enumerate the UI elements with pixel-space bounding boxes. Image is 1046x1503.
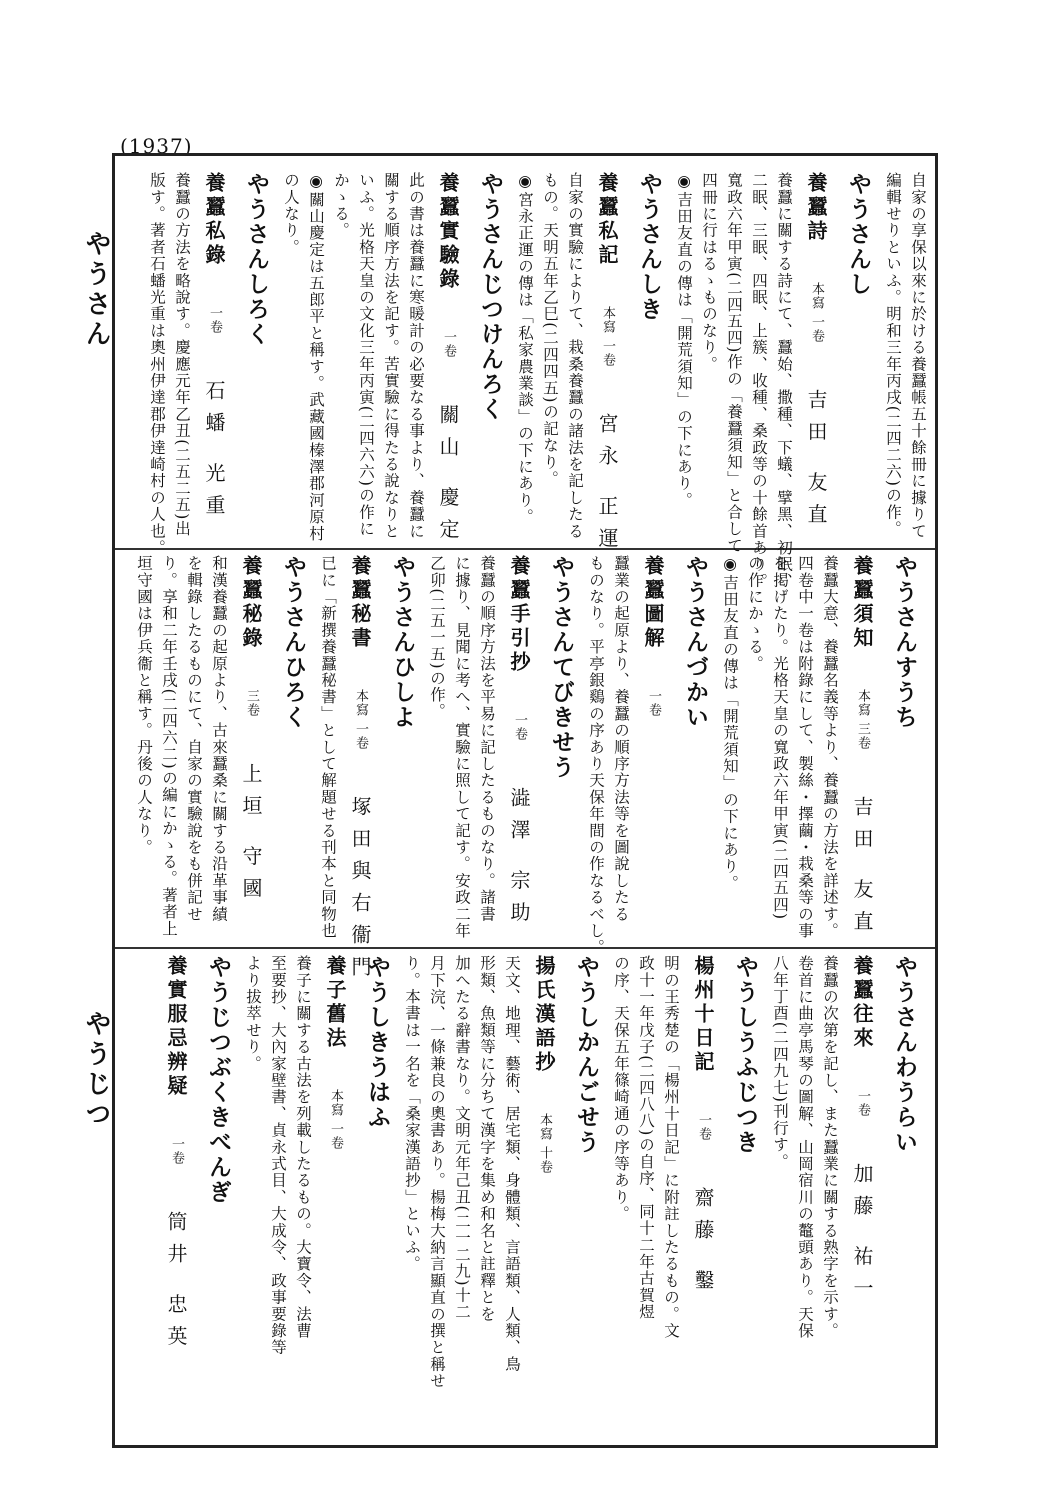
entry-title-row: [194, 172, 234, 526]
entry-title: 養實服忌辨疑: [164, 955, 188, 1099]
entry-line: 養蠶の次第を記し、また蠶業に關する熟字を示す。: [821, 955, 839, 1340]
entry-author: 筒井 忠英: [164, 1211, 188, 1358]
intro-line: 編輯せりといふ。明和三年丙戌(二四二六)の作。: [884, 172, 902, 538]
entry-line: ◉吉田友直の傳は「開荒須知」の下にあり。: [721, 555, 739, 892]
entry-title: 養蠶私記: [595, 172, 619, 268]
entry-title: 楊州十日記: [691, 955, 715, 1075]
entry-line: 和漢養蠶の起原より、古來蠶桑に關する沿革事績: [210, 555, 228, 923]
entry-meta: 一卷: [441, 330, 456, 358]
entry-line: 此の書は養蠶に寒暖計の必要なる事より、養蠶に: [407, 172, 425, 540]
entry-line: り。本書は一名を「桑家漢語抄」といふ。: [403, 955, 421, 1273]
entry-line: り。享和二年壬戌(二四六二)の編にかゝる。著者上: [160, 555, 178, 937]
entry-meta: 一卷: [169, 1137, 184, 1165]
entry-title-row: [524, 955, 564, 1174]
entry-author: 石蟠 光重: [202, 380, 226, 527]
entry-line: の作にかゝる。: [746, 555, 764, 672]
entry-meta: 一卷: [207, 306, 222, 334]
entry-heading: やうさんてびきせう: [548, 555, 575, 780]
entry-title: 養蠶秘書: [348, 555, 372, 651]
entry-title-row: [633, 555, 673, 717]
entry-author: 上垣 守國: [239, 763, 263, 910]
entry-title-row: [315, 955, 355, 1150]
entry-title: 養蠶詩: [804, 172, 828, 244]
entry-meta: 本寫 十卷: [537, 1113, 552, 1175]
block-bottom: [156, 955, 926, 1435]
side-header-youjitsu: やうじつ: [81, 1010, 111, 1130]
entry-title: 養蠶實驗錄: [436, 172, 460, 292]
entry-heading: やうさんしき: [636, 172, 663, 322]
entry-line: ◉宮永正運の傳は「私家農業談」の下にあり。: [516, 172, 534, 526]
entry-meta: 本寫 一卷: [809, 282, 824, 344]
entry-line: の序、天保五年篠崎通の序等あり。: [612, 955, 630, 1223]
entry-meta: 一卷: [855, 1089, 870, 1117]
page-number: (1937): [120, 134, 193, 158]
entry-heading: やうさんひろく: [280, 555, 307, 730]
block-top: [144, 172, 930, 590]
entry-line: を輯錄したるものにて、自家の實驗說をも併記せ: [185, 555, 203, 923]
entry-title-row: [231, 555, 271, 909]
entry-line: 養子に關する古法を列載したるもの。大寶令、法曹: [294, 955, 312, 1340]
entry-line: 四卷中一卷は附錄にして、製絲・擇繭・栽桑等の事: [796, 555, 814, 940]
entry-line: 形類、魚類等に分ちて漢字を集め和名と註釋とを: [478, 955, 496, 1323]
side-header-yousan: やうさん: [81, 230, 111, 350]
entry-title: 養蠶圖解: [641, 555, 665, 651]
entry-heading: やうしかんごせう: [573, 955, 600, 1155]
entry-author: 關山 慶定: [436, 404, 460, 551]
entry-heading: やうじつぶくきべんぎ: [205, 955, 232, 1205]
entry-line: 明の王秀楚の「楊州十日記」に附註したるもの。文: [662, 955, 680, 1340]
entry-meta: 三卷: [244, 689, 259, 717]
entry-line: もの。天明五年乙巳(二四四五)の記なり。: [541, 172, 559, 488]
entry-line: 卷首に曲亭馬琴の圖解、山岡宿川の鼇頭あり。天保: [796, 955, 814, 1340]
entry-line: 已に「新撰養蠶秘書」として解題せる刊本と同物也: [319, 555, 337, 940]
entry-line: 寬政六年甲寅(二四五四)作の「養蠶須知」と合して: [725, 172, 743, 554]
entry-title: 養蠶秘錄: [239, 555, 263, 651]
row-divider-1: [115, 548, 935, 550]
entry-line: 養蠶の方法を略說す。慶應元年乙丑(二五二五)出: [173, 172, 191, 538]
entry-title-row: [340, 555, 380, 988]
entry-title-row: [842, 555, 882, 943]
intro-line: 自家の享保以來に於ける養蠶帳五十餘冊に據りて: [909, 172, 927, 540]
entry-line: 至要抄、大內家壁書、貞永式目、大成令、政事要錄等: [269, 955, 287, 1356]
entry-line: 養蠶に關する詩にて、蠶始、撒種、下蟻、擘黑、初眠、: [775, 172, 793, 590]
entry-line: かゝる。: [332, 172, 350, 239]
entry-title-row: [499, 555, 539, 933]
entry-line: の人なり。: [282, 172, 300, 256]
entry-meta: 一卷: [512, 713, 527, 741]
entry-line: ものなり。平亭銀鷄の序あり天保年間の作なるべし。: [587, 555, 605, 956]
entry-heading: やうしきうはふ: [364, 955, 391, 1130]
entry-heading: やうさんづかい: [682, 555, 709, 730]
entry-line: 養蠶の順序方法を平易に記したるものなり。諸書: [478, 555, 496, 923]
row-divider-2: [115, 947, 935, 949]
entry-line: より拔萃せり。: [244, 955, 262, 1072]
entry-line: 八年丁酉(二四九七)刊行す。: [771, 955, 789, 1170]
entry-title: 揚氏漢語抄: [532, 955, 556, 1075]
entry-title: 養蠶私錄: [202, 172, 226, 268]
entry-line: 乙卯(二五一五)の作。: [428, 555, 446, 720]
entry-line: 蠶業の起原より、養蠶の順序方法等を圖說したる: [612, 555, 630, 923]
entry-line: 自家の實驗によりて、栽桑養蠶の諸法を記したる: [566, 172, 584, 540]
entry-meta: 本寫 三卷: [855, 689, 870, 751]
entry-author: 宮永 正運: [595, 413, 619, 560]
entry-line: 版す。著者石蟠光重は奧州伊達郡伊達崎村の人也。: [148, 172, 166, 557]
entry-title-row: [842, 955, 882, 1309]
entry-line: に據り、見聞に考へ、實驗に照して記す。安政二年: [453, 555, 471, 940]
entry-author: 吉田 友直: [850, 796, 874, 943]
entry-title-row: [683, 955, 723, 1301]
entry-heading: やうさんじつけんろく: [477, 172, 504, 422]
entry-title-row: [428, 172, 468, 550]
entry-line: を掲げたり。光格天皇の寬政六年甲寅(二四五四): [771, 555, 789, 921]
entry-title: 養子舊法: [323, 955, 347, 1051]
entry-meta: 一卷: [646, 689, 661, 717]
entry-line: 月下浣、一條兼良の奧書あり。楊梅大納言顯直の撰と稱せ: [428, 955, 446, 1390]
entry-heading: やうさんひしよ: [389, 555, 416, 730]
entry-line: 垣守國は伊兵衞と稱す。丹後の人なり。: [135, 555, 153, 856]
entry-heading: やうさんすうち: [891, 555, 918, 730]
entry-author: 加藤 祐一: [850, 1163, 874, 1310]
entry-line: 關する順序方法を記す。苦實驗に得たる說なりと: [382, 172, 400, 540]
entry-author: 澁澤 宗助: [507, 787, 531, 934]
entry-line: ◉吉田友直の傳は「開荒須知」の下にあり。: [675, 172, 693, 509]
entry-meta: 本寫 一卷: [328, 1089, 343, 1151]
entry-title: 養蠶往來: [850, 955, 874, 1051]
entry-line: 政十一年戊子(二四八八)の自序、同十二年古賀煜: [637, 955, 655, 1321]
entry-title: 養蠶手引抄: [507, 555, 531, 675]
entry-line: 四冊に行はるゝものなり。: [700, 172, 718, 373]
entry-meta: 一卷: [696, 1113, 711, 1141]
entry-line: ◉關山慶定は五郎平と稱す。武藏國榛澤郡河原村: [307, 172, 325, 542]
entry-heading: やうさんしろく: [243, 172, 270, 347]
entry-line: 天文、地理、藝術、居宅類、身體類、言語類、人類、鳥: [503, 955, 521, 1373]
entry-author: 塚田與右衞門: [348, 796, 372, 989]
entry-title: 養蠶須知: [850, 555, 874, 651]
entry-author: 吉田 友直: [804, 389, 828, 536]
entry-heading: やうさんし: [845, 172, 872, 297]
entry-heading: やうさんわうらい: [891, 955, 918, 1155]
entry-meta: 本寫 一卷: [600, 306, 615, 368]
entry-title-row: [156, 955, 196, 1357]
entry-title-row: [796, 172, 836, 536]
entry-line: 養蠶大意、養蠶名義等より、養蠶の方法を詳述す。: [821, 555, 839, 940]
entry-line: 二眠、三眠、四眠、上簇、收種、桑政等の十餘首あり。: [750, 172, 768, 590]
block-middle: [131, 555, 926, 989]
entry-line: 加へたる辭書なり。文明元年己丑(二一二九)十二: [453, 955, 471, 1321]
entry-heading: やうしうふじつき: [732, 955, 759, 1155]
entry-line: いふ。光格天皇の文化三年丙寅(二四六六)の作に: [357, 172, 375, 538]
entry-meta: 本寫 一卷: [353, 689, 368, 751]
entry-title-row: [587, 172, 627, 560]
entry-author: 齋藤 鑿: [691, 1187, 715, 1302]
